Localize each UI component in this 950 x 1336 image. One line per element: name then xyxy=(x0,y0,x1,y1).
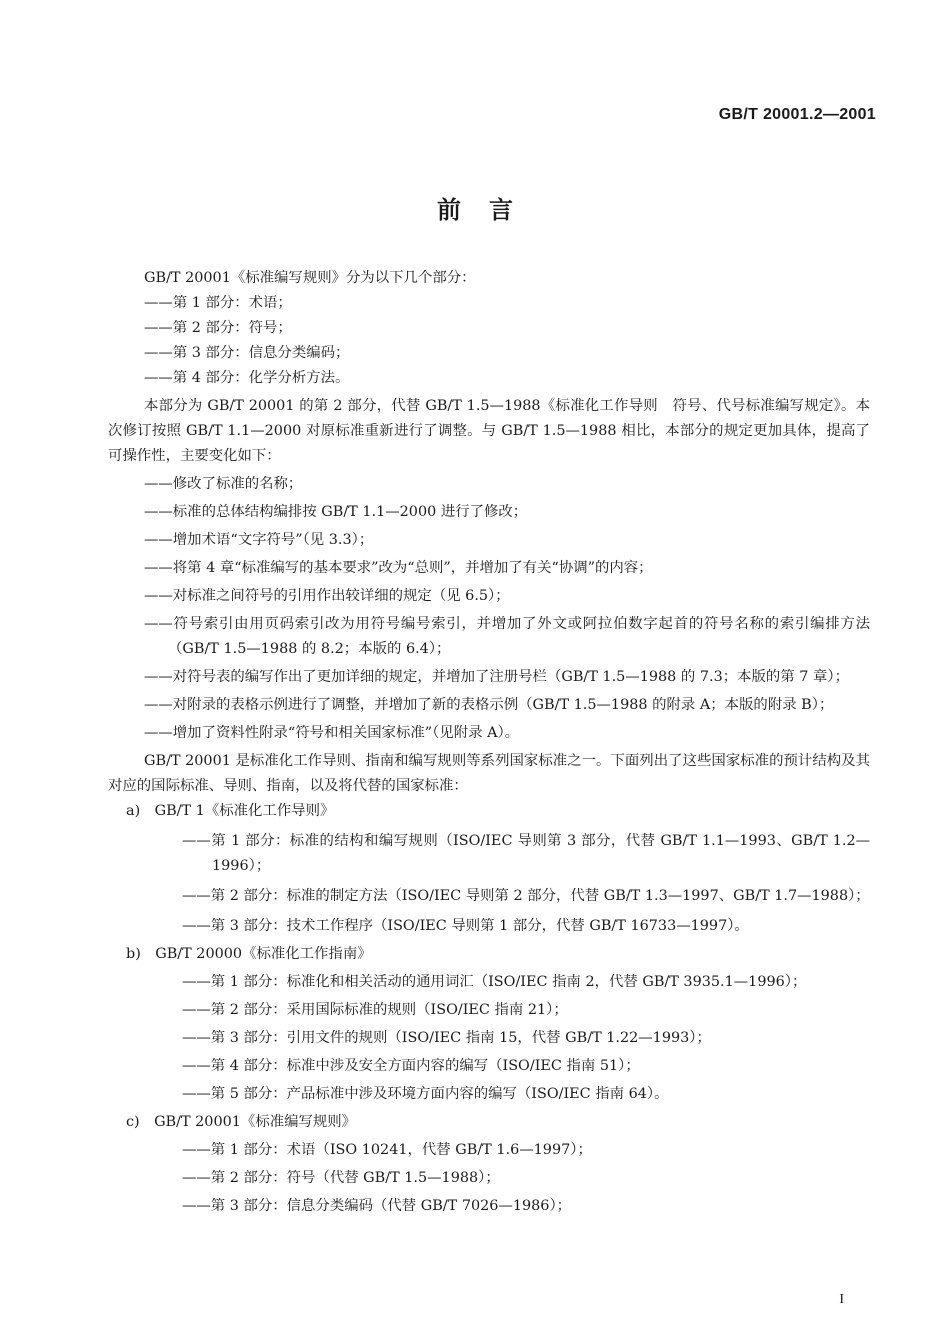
series-item: ——第 2 部分：符号（代替 GB/T 1.5—1988）； xyxy=(182,1170,500,1186)
document-body xyxy=(108,266,870,1219)
series-item: ——第 3 部分：引用文件的规则（ISO/IEC 指南 15，代替 GB/T 1.22—1993）； xyxy=(182,1030,711,1046)
change-item: ——增加术语“文字符号”（见 3.3）； xyxy=(144,532,374,548)
change-item: ——修改了标准的名称； xyxy=(144,476,303,492)
series-item: ——第 1 部分：标准的结构和编写规则（ISO/IEC 导则第 3 部分，代替 GB/T 1.1—1993、GB/T 1.2—1996）； xyxy=(182,833,870,874)
intro-part: ——第 2 部分：符号； xyxy=(144,320,292,336)
series-item: ——第 1 部分：术语（ISO 10241，代替 GB/T 1.6—1997）； xyxy=(182,1142,592,1158)
series-item: ——第 2 部分：采用国际标准的规则（ISO/IEC 指南 21）； xyxy=(182,1002,568,1018)
intro-line: GB/T 20001《标准编写规则》分为以下几个部分： xyxy=(144,270,476,286)
series-item: ——第 2 部分：标准的制定方法（ISO/IEC 导则第 2 部分，代替 GB/T 1.3—1997、GB/T 1.7—1988）； xyxy=(182,888,870,904)
series-item: ——第 5 部分：产品标准中涉及环境方面内容的编写（ISO/IEC 指南 64）。 xyxy=(182,1086,669,1102)
series-label-b: b) GB/T 20000《标准化工作指南》 xyxy=(126,946,372,962)
replace-paragraph: 本部分为 GB/T 20001 的第 2 部分，代替 GB/T 1.5—1988《标准化工作导则 符号、代号标准编写规定》。本次修订按照 GB/T 1.1—2000 对原标准重新进行了调整。与 GB/T 1.5—1988 相比，本部分的规定更加具体，提高了可操作性，主要变化如下： xyxy=(108,398,870,464)
change-item: ——将第 4 章“标准编写的基本要求”改为“总则”，并增加了有关“协调”的内容； xyxy=(144,560,653,576)
intro-part: ——第 1 部分：术语； xyxy=(144,295,292,311)
series-item: ——第 1 部分：标准化和相关活动的通用词汇（ISO/IEC 指南 2，代替 GB/T 3935.1—1996）； xyxy=(182,974,807,990)
page-number: I xyxy=(839,1292,844,1307)
series-item: ——第 3 部分：信息分类编码（代替 GB/T 7026—1986）； xyxy=(182,1198,572,1214)
change-item: ——标准的总体结构编排按 GB/T 1.1—2000 进行了修改； xyxy=(144,504,528,520)
change-item: ——对标准之间符号的引用作出较详细的规定（见 6.5）； xyxy=(144,588,510,604)
series-item: ——第 3 部分：技术工作程序（ISO/IEC 导则第 1 部分，代替 GB/T 16733—1997）。 xyxy=(182,918,749,934)
series-label-a: a) GB/T 1《标准化工作导则》 xyxy=(126,803,335,819)
series-paragraph: GB/T 20001 是标准化工作导则、指南和编写规则等系列国家标准之一。下面列出了这些国家标准的预计结构及其对应的国际标准、导则、指南，以及将代替的国家标准： xyxy=(108,753,870,794)
change-item: ——符号索引由用页码索引改为用符号编号索引，并增加了外文或阿拉伯数字起首的符号名称的索引编排方法（GB/T 1.5—1988 的 8.2；本版的 6.4）； xyxy=(144,616,870,657)
change-item: ——对符号表的编写作出了更加详细的规定，并增加了注册号栏（GB/T 1.5—1988 的 7.3；本版的第 7 章）； xyxy=(144,669,849,685)
series-label-c: c) GB/T 20001《标准编写规则》 xyxy=(126,1114,357,1130)
series-item: ——第 4 部分：标准中涉及安全方面内容的编写（ISO/IEC 指南 51）； xyxy=(182,1058,640,1074)
intro-part: ——第 4 部分：化学分析方法。 xyxy=(144,370,350,386)
page-title: 前言 xyxy=(437,196,541,224)
intro-part: ——第 3 部分：信息分类编码； xyxy=(144,345,350,361)
standard-code: GB/T 20001.2—2001 xyxy=(718,106,876,123)
change-item: ——增加了资料性附录“符号和相关国家标准”（见附录 A）。 xyxy=(144,725,520,741)
change-item: ——对附录的表格示例进行了调整，并增加了新的表格示例（GB/T 1.5—1988 的附录 A；本版的附录 B）； xyxy=(144,697,834,713)
